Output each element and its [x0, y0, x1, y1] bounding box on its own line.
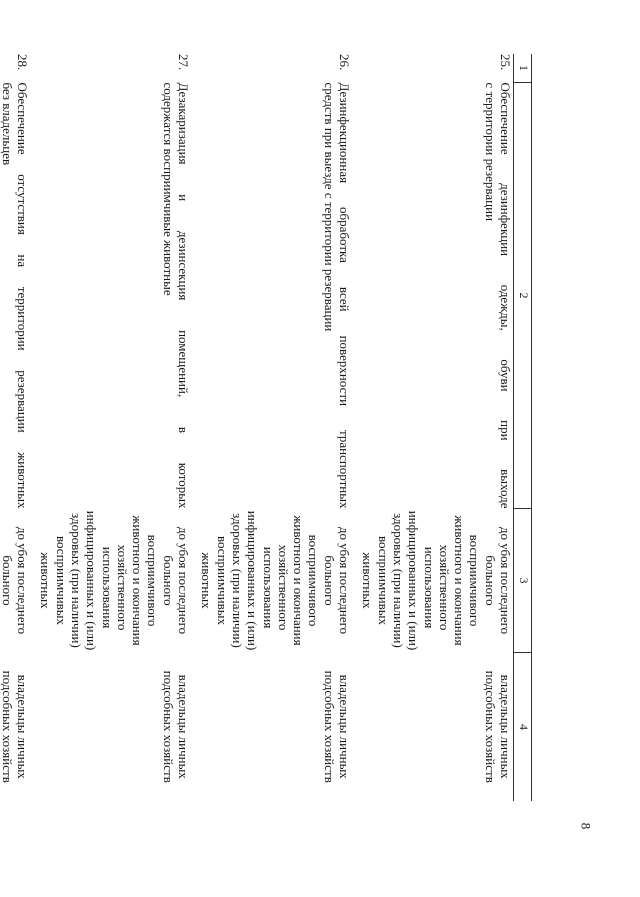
measure-period: до убоя последнего больного — [0, 526, 31, 635]
measure-period: до убоя последнего больного восприимчивого животного и окончания хозяйственного использования инфицированных и (или) здоровых (при наличии) восприимчивых животных — [360, 510, 513, 651]
measure-description: Обеспечение отсутствия на территории резервации животных без владельцев — [0, 82, 31, 509]
table-row — [360, 54, 513, 801]
header-col-3: 3 — [514, 509, 532, 653]
table-row — [38, 54, 191, 801]
page-number: 8 — [577, 822, 593, 830]
row-spacer — [30, 54, 38, 801]
table-row — [199, 54, 352, 801]
measure-description: Дезинфекционная обработка всей поверхности транспортных средств при выезде с территории резервации — [321, 82, 353, 509]
measures-table — [0, 54, 532, 801]
header-col-2: 2 — [514, 83, 532, 509]
measure-period: до убоя последнего больного восприимчивого животного и окончания хозяйственного использования инфицированных и (или) здоровых (при наличии) восприимчивых животных — [199, 510, 353, 651]
measure-executor: владельцы личных подсобных хозяйств — [482, 670, 513, 783]
header-col-1: 1 — [514, 54, 532, 83]
column-number-header — [514, 54, 532, 801]
measure-executor: владельцы личных подсобных хозяйств — [160, 670, 192, 783]
row-number: 27. — [176, 54, 192, 71]
row-spacer — [191, 54, 199, 801]
measure-period: до убоя последнего больного восприимчивого животного и окончания хозяйственного использования инфицированных и (или) здоровых (при наличии) восприимчивых животных — [38, 510, 192, 651]
row-number: 28. — [15, 54, 31, 71]
measure-executor: владельцы личных подсобных хозяйств — [321, 670, 353, 783]
row-spacer — [352, 54, 360, 801]
rotated-table-sheet — [0, 54, 532, 798]
row-number: 25. — [498, 54, 513, 71]
row-number: 26. — [337, 54, 353, 71]
measure-executor: владельцы личных подсобных хозяйств — [0, 670, 31, 783]
measure-description: Дезакаризация и дезинсекция помещений, в которых содержатся восприимчивые животные — [160, 82, 192, 509]
header-col-4: 4 — [514, 653, 532, 802]
table-row — [0, 54, 30, 801]
measure-description: Обеспечение дезинфекции одежды, обуви при выходе с территории резервации — [482, 82, 513, 509]
